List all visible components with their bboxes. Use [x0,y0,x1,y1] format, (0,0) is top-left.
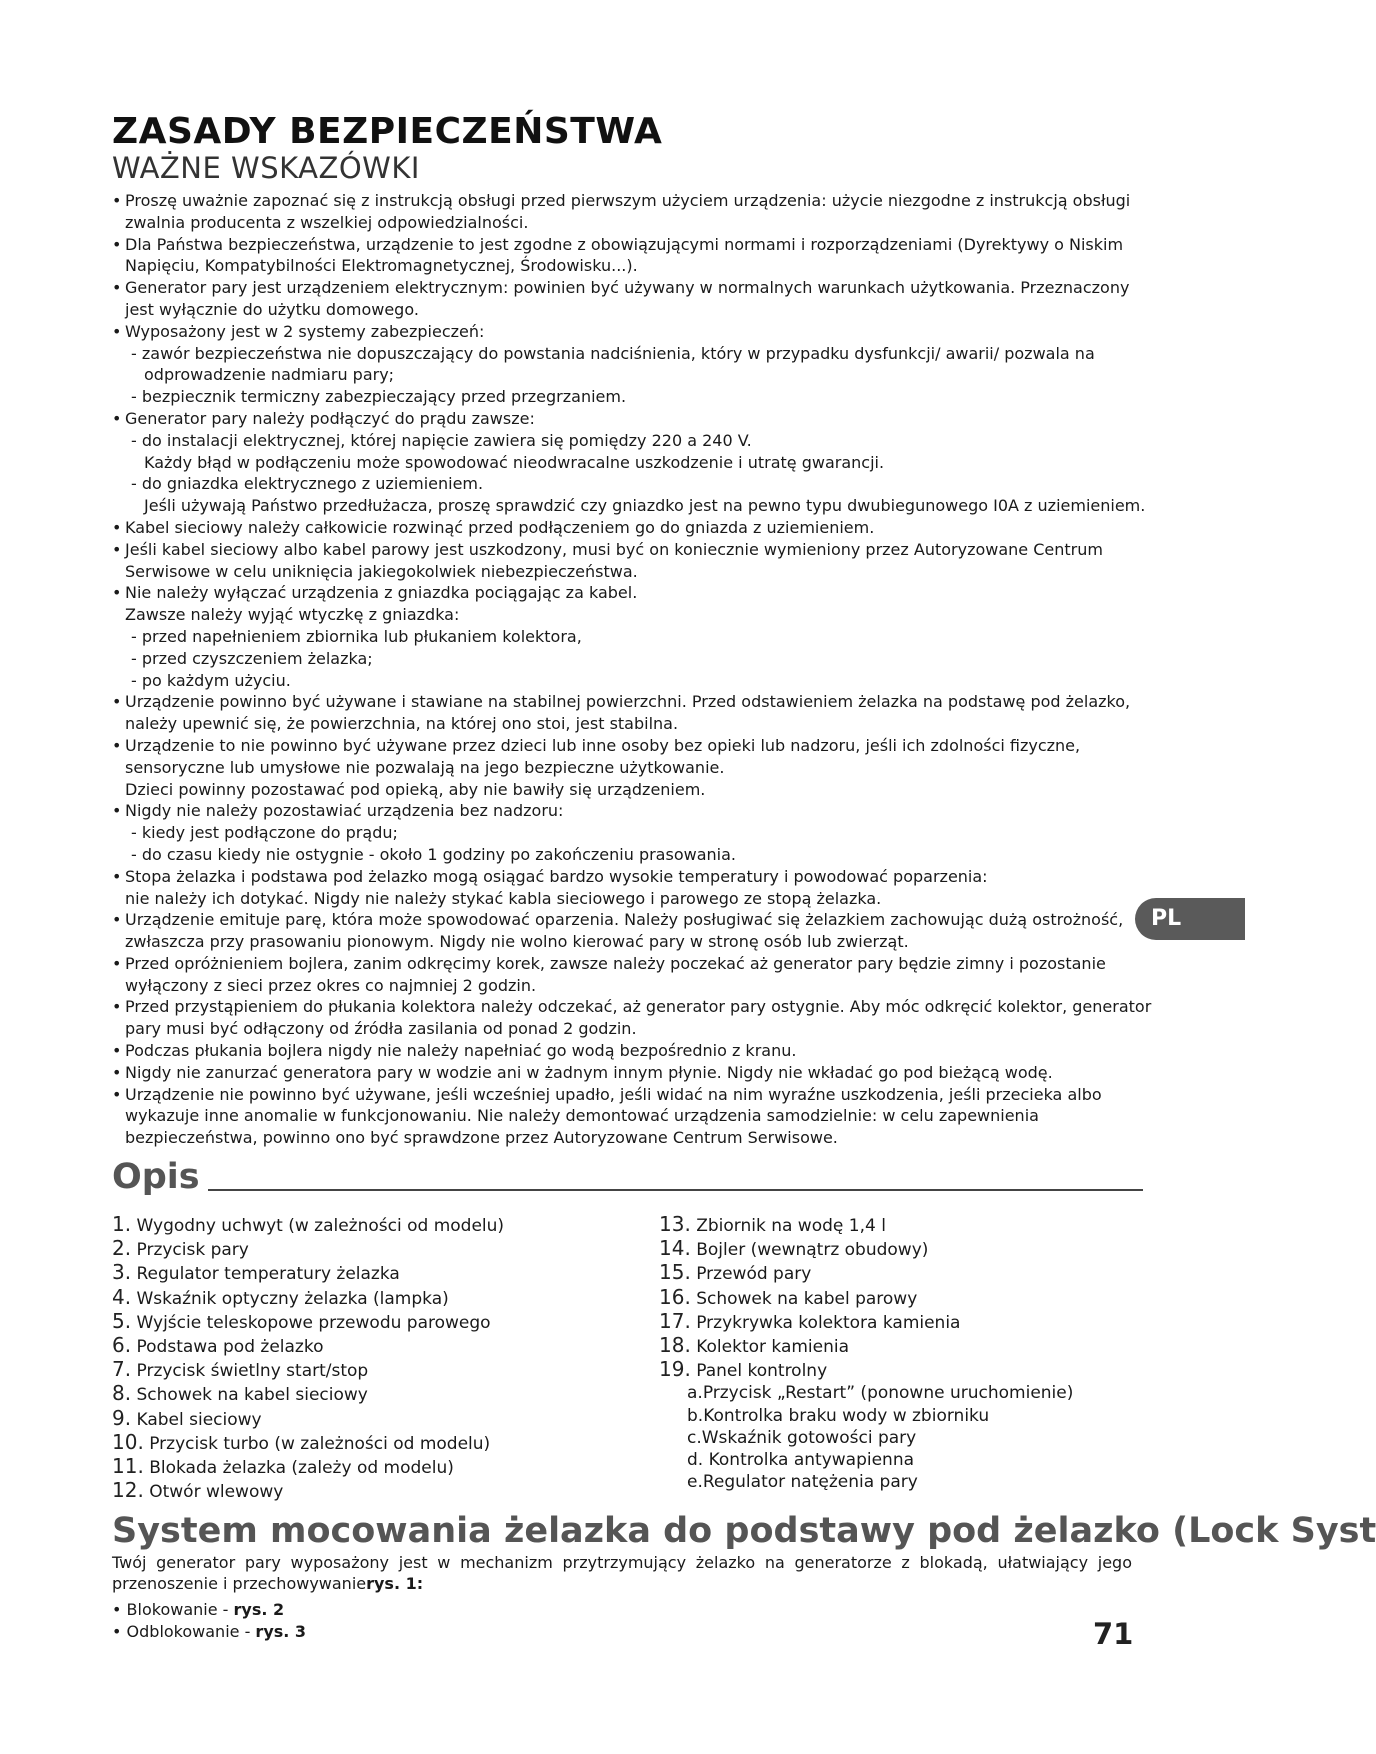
safety-rule [112,996,1196,1040]
page-number: 71 [1093,1617,1134,1651]
part-label: Wyjście teleskopowe przewodu parowego [136,1312,491,1333]
parts-list-right [659,1213,1179,1503]
part-item [659,1286,1179,1310]
part-label: Wygodny uchwyt (w zależności od modelu) [136,1216,505,1237]
opis-title: Opis [112,1157,200,1198]
safety-rule-line: • Podczas płukania bojlera nigdy nie należy napełniać go wodą bezpośrednio z kranu. [125,1041,797,1061]
part-item [112,1358,659,1382]
part-number: 10. [112,1429,144,1454]
part-item [659,1334,1179,1358]
safety-rule-line: • Kabel sieciowy należy całkowicie rozwinąć przed podłączeniem go do gniazda z uziemieniem. [125,517,875,537]
safety-rule-line: zwalnia producenta z wszelkiej odpowiedzialności. [125,212,529,232]
safety-rule [112,190,1196,234]
safety-rule-line: • Stopa żelazka i podstawa pod żelazko mogą osiągać bardzo wysokie temperatury i powodować poparzenia: [125,866,988,886]
page-heading: ZASADY BEZPIECZEŃSTWA [112,111,663,152]
safety-rule-line: • Dla Państwa bezpieczeństwa, urządzenie to jest zgodne z obowiązującymi normami i rozporządzeniami (Dyrektywy o Niskim [125,234,1124,254]
part-number: 19. [659,1357,691,1382]
safety-rule-line: • Przed opróżnieniem bojlera, zanim odkręcimy korek, zawsze należy poczekać aż generator pary będzie zimny i pozostanie [125,953,1106,973]
opis-section-title [112,1153,1202,1197]
bullet-icon: • [112,1600,127,1620]
page-content [112,111,1376,1643]
safety-rule-line: bezpieczeństwa, powinno ono być sprawdzone przez Autoryzowane Centrum Serwisowe. [125,1128,838,1148]
page-subheading: WAŻNE WSKAZÓWKI [112,151,420,185]
part-label: Regulator temperatury żelazka [136,1264,400,1285]
part-number: 6. [112,1333,132,1358]
part-label: Otwór wlewowy [149,1482,284,1503]
safety-rule-line: sensoryczne lub umysłowe nie pozwalają na jego bezpieczne użytkowanie. [125,757,725,777]
safety-rule-line: zwłaszcza przy prasowaniu pionowym. Nigdy nie wolno kierować pary w stronę osób lub zwierząt. [125,932,909,952]
safety-rule-line: • Urządzenie powinno być używane i stawiane na stabilnej powierzchni. Przed odstawieniem żelazka na podstawę pod żelazko, [125,692,1131,712]
safety-rule [112,234,1196,278]
part-label: Przycisk turbo (w zależności od modelu) [149,1433,491,1454]
part-item [659,1237,1179,1261]
safety-rule-line: • Nigdy nie zanurzać generatora pary w wodzie ani w żadnym innym płynie. Nigdy nie wkładać go pod bieżącą wodę. [125,1062,1053,1082]
part-item [112,1382,659,1406]
part-item [112,1310,659,1334]
safety-rule-line: • Wyposażony jest w 2 systemy zabezpieczeń: [125,321,485,341]
safety-rule [112,691,1196,735]
safety-rule-line: Jeśli używają Państwo przedłużacza, proszę sprawdzić czy gniazdko jest na pewno typu dwubiegunowego I0A z uziemieniem. [144,496,1146,516]
part-number: 15. [659,1260,691,1285]
safety-rule [112,909,1196,953]
part-item [112,1455,659,1479]
safety-rule [112,1040,1196,1062]
opis-title-rule [208,1189,1143,1191]
safety-rule-line: - przed napełnieniem zbiornika lub płukaniem kolektora, [131,626,582,646]
safety-rule [112,517,1196,539]
part-label: Zbiornik na wodę 1,4 l [696,1216,886,1237]
lock-list-label: Odblokowanie - [126,1621,256,1641]
part-item [112,1286,659,1310]
lock-list-ref: rys. 3 [255,1621,307,1641]
part-item [659,1310,1179,1334]
panel-subitem: c.Wskaźnik gotowości pary [687,1427,917,1448]
lock-system-text [112,1552,1132,1596]
bullet-icon: • [112,1621,127,1641]
safety-rule [112,800,1196,865]
part-label: Kabel sieciowy [136,1409,262,1430]
safety-rule-line: • Urządzenie nie powinno być używane, jeśli wcześniej upadło, jeśli widać na nim wyraźne uszkodzenia, jeśli przecieka albo [125,1084,1102,1104]
part-number: 8. [112,1381,132,1406]
safety-rule-line: Zawsze należy wyjąć wtyczkę z gniazdka: [125,605,460,625]
part-label: Schowek na kabel sieciowy [136,1385,368,1406]
part-label: Bojler (wewnątrz obudowy) [696,1240,929,1261]
panel-subitem: d. Kontrolka antywapienna [687,1450,915,1471]
panel-subitem: e.Regulator natężenia pary [687,1472,918,1493]
lock-system-title: System mocowania żelazka do podstawy pod żelazko (Lock Syst [112,1510,1376,1551]
panel-subitem: a.Przycisk „Restart” (ponowne uruchomienie) [687,1383,1074,1404]
safety-rule-line: - po każdym użyciu. [131,670,291,690]
part-item [112,1237,659,1261]
safety-rule-line: - do instalacji elektrycznej, której napięcie zawiera się pomiędzy 220 a 240 V. [131,430,752,450]
safety-rule-line: • Przed przystąpieniem do płukania kolektora należy odczekać, aż generator pary ostygnie. Aby móc odkręcić kolektor, generator [125,997,1152,1017]
lock-list-item [112,1621,1202,1643]
part-number: 16. [659,1284,691,1309]
lock-list-label: Blokowanie - [126,1600,234,1620]
safety-rule-line: • Proszę uważnie zapoznać się z instrukcją obsługi przed pierwszym użyciem urządzenia: użycie niezgodne z instrukcją obsługi [125,191,1131,210]
part-label: Wskaźnik optyczny żelazka (lampka) [136,1288,449,1309]
safety-rule [112,953,1196,997]
safety-rule-line: • Nie należy wyłączać urządzenia z gniazdka pociągając za kabel. [125,583,638,603]
part-number: 4. [112,1284,132,1309]
part-item [112,1334,659,1358]
part-label: Przycisk pary [136,1240,249,1261]
safety-rule-line: - do gniazdka elektrycznego z uziemieniem. [131,474,484,494]
safety-rules-list [112,190,1196,1149]
safety-rule [112,408,1196,517]
safety-rule-line: wykazuje inne anomalie w funkcjonowaniu. Nie należy demontować urządzenia samodzielnie: w celu zapewnienia [125,1106,1039,1126]
safety-rule-line: - zawór bezpieczeństwa nie dopuszczający do powstania nadciśnienia, który w przypadku dysfunkcji/ awarii/ pozwala na [131,343,1095,363]
part-label: Panel kontrolny [696,1361,828,1382]
safety-rule [112,1084,1196,1149]
part-label: Przycisk świetlny start/stop [136,1361,369,1382]
part-item [659,1261,1179,1285]
safety-rule-line: pary musi być odłączony od źródła zasilania od ponad 2 godzin. [125,1019,637,1039]
part-number: 9. [112,1405,132,1430]
safety-rule-line: Dzieci powinny pozostawać pod opieką, aby nie bawiły się urządzeniem. [125,779,706,799]
part-item [659,1358,1179,1382]
safety-rule [112,277,1196,321]
safety-rule-line: odprowadzenie nadmiaru pary; [144,365,395,385]
part-label: Blokada żelazka (zależy od modelu) [149,1458,454,1479]
lock-list-ref: rys. 2 [233,1600,285,1620]
panel-subitem: b.Kontrolka braku wody w zbiorniku [687,1405,990,1426]
lock-list-item [112,1599,1202,1621]
safety-rule [112,582,1196,691]
part-item [112,1407,659,1431]
lock-system-list [112,1599,1202,1643]
parts-list [112,1213,1202,1503]
part-number: 12. [112,1478,144,1503]
safety-rule-line: • Jeśli kabel sieciowy albo kabel parowy jest uszkodzony, musi być on koniecznie wymieniony przez Autoryzowane Centrum [125,539,1103,559]
part-label: Kolektor kamienia [696,1337,850,1358]
part-number: 5. [112,1308,132,1333]
safety-rule-line: • Generator pary jest urządzeniem elektrycznym: powinien być używany w normalnych warunkach użytkowania. Przeznaczony [125,278,1130,298]
safety-rule-line: • Urządzenie to nie powinno być używane przez dzieci lub inne osoby bez opieki lub nadzoru, jeśli ich zdolności fizyczne, [125,735,1081,755]
lock-system-text-body: Twój generator pary wyposażony jest w mechanizm przytrzymujący żelazko na generatorze z blokadą, ułatwiający jego przenoszenie i przechowywanie [112,1552,1132,1594]
part-number: 13. [659,1212,691,1237]
safety-rule-line: nie należy ich dotykać. Nigdy nie należy stykać kabla sieciowego i parowego ze stopą żelazka. [125,888,882,908]
part-number: 18. [659,1333,691,1358]
safety-rule-line: - bezpiecznik termiczny zabezpieczający przed przegrzaniem. [131,387,627,407]
part-number: 3. [112,1260,132,1285]
safety-rule [112,539,1196,583]
safety-rule [112,1062,1196,1084]
part-number: 17. [659,1308,691,1333]
part-item [112,1479,659,1503]
safety-rule-line: jest wyłącznie do użytku domowego. [125,299,419,319]
part-label: Przewód pary [696,1264,812,1285]
part-number: 7. [112,1357,132,1382]
safety-rule-line: wyłączony z sieci przez okres co najmniej 2 godzin. [125,975,537,995]
part-number: 14. [659,1236,691,1261]
safety-rule-line: należy upewnić się, że powierzchnia, na której ono stoi, jest stabilna. [125,714,679,734]
part-item [112,1431,659,1455]
safety-rule-line: Każdy błąd w podłączeniu może spowodować nieodwracalne uszkodzenie i utratę gwarancji. [144,452,885,472]
safety-rule [112,866,1196,910]
safety-rule-line: Napięciu, Kompatybilności Elektromagnetycznej, Środowisku...). [125,256,638,276]
safety-rule [112,321,1196,408]
part-number: 11. [112,1454,144,1479]
safety-rule-line: • Urządzenie emituje parę, która może spowodować oparzenia. Należy posługiwać się żelazkiem zachowując dużą ostrożność, [125,910,1124,930]
part-item [112,1261,659,1285]
safety-rule-line: - kiedy jest podłączone do prądu; [131,823,398,843]
part-item [659,1213,1179,1237]
part-label: Schowek na kabel parowy [696,1288,918,1309]
safety-rule-line: • Nigdy nie należy pozostawiać urządzenia bez nadzoru: [125,801,564,821]
part-label: Podstawa pod żelazko [136,1337,324,1358]
safety-rule-line: - przed czyszczeniem żelazka; [131,648,373,668]
safety-rule [112,735,1196,800]
part-number: 2. [112,1236,132,1261]
parts-list-left [112,1213,659,1503]
lock-system-text-ref: rys. 1: [366,1574,424,1594]
part-label: Przykrywka kolektora kamienia [696,1312,961,1333]
part-item [112,1213,659,1237]
safety-rule-line: • Generator pary należy podłączyć do prądu zawsze: [125,408,535,428]
language-tab: PL [1135,898,1245,940]
safety-rule-line: - do czasu kiedy nie ostygnie - około 1 godziny po zakończeniu prasowania. [131,844,736,864]
part-number: 1. [112,1212,132,1237]
safety-rule-line: Serwisowe w celu uniknięcia jakiegokolwiek niebezpieczeństwa. [125,561,638,581]
